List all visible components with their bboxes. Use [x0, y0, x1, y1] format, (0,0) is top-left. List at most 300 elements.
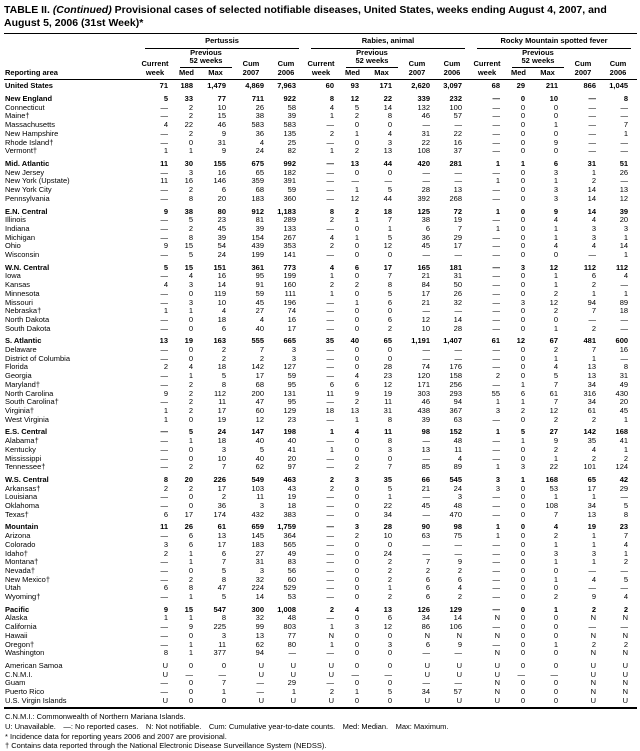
- value-cell: 0: [520, 531, 525, 541]
- value-cell: 2: [591, 414, 596, 424]
- value-cell: —: [160, 288, 168, 298]
- value-cell: 8: [188, 232, 193, 242]
- value-cell: 2: [329, 483, 334, 493]
- value-cell: 2: [553, 306, 558, 316]
- value-cell: —: [326, 397, 334, 407]
- value-cell: 922: [283, 94, 296, 104]
- table-row: [4, 446, 637, 455]
- value-cell: U: [424, 660, 430, 670]
- value-cell: 22: [453, 128, 462, 138]
- value-cell: 42: [619, 474, 629, 484]
- value-cell: —: [454, 176, 462, 186]
- value-cell: —: [588, 314, 596, 324]
- value-cell: 2: [457, 592, 462, 602]
- table-row: [4, 139, 637, 148]
- value-cell: 1: [553, 232, 558, 242]
- table-title-text: Provisional cases of selected notifiable diseases, United States, weeks ending August 4, 2007, and August 5, 2006 (31st Week)*: [4, 4, 607, 29]
- footnotes: [4, 709, 636, 750]
- max-header: Max: [208, 67, 223, 77]
- value-cell: —: [160, 137, 168, 147]
- value-cell: 1: [591, 353, 596, 363]
- value-cell: —: [422, 120, 430, 130]
- value-cell: 1: [329, 427, 334, 437]
- value-cell: 28: [383, 362, 392, 372]
- value-cell: 0: [520, 548, 525, 558]
- value-cell: 3: [163, 539, 168, 549]
- value-cell: 1,183: [277, 206, 296, 216]
- value-cell: 4: [163, 280, 168, 290]
- value-cell: 1: [591, 557, 596, 567]
- value-cell: —: [326, 492, 334, 502]
- value-cell: 420: [417, 159, 430, 168]
- value-cell: 2: [591, 453, 596, 463]
- value-cell: 0: [520, 353, 525, 363]
- value-cell: U: [401, 697, 439, 709]
- value-cell: —: [588, 250, 596, 260]
- value-cell: 0: [188, 492, 193, 502]
- value-cell: N: [590, 678, 596, 688]
- value-cell: 4: [163, 120, 168, 130]
- table-row: [4, 649, 637, 658]
- value-cell: —: [422, 345, 430, 355]
- value-cell: 0: [520, 128, 525, 138]
- value-cell: —: [492, 120, 500, 130]
- value-cell: —: [492, 353, 500, 363]
- value-cell: 0: [520, 111, 525, 121]
- value-cell: 15: [184, 262, 193, 272]
- value-cell: —: [326, 592, 334, 602]
- reporting-area-cell: Arizona: [5, 531, 31, 541]
- value-cell: 129: [449, 604, 462, 614]
- value-cell: 2: [329, 280, 334, 290]
- value-cell: —: [492, 345, 500, 355]
- value-cell: N: [622, 678, 629, 688]
- value-cell: 293: [449, 388, 462, 398]
- value-cell: 0: [387, 678, 392, 688]
- value-cell: —: [588, 583, 596, 593]
- value-cell: —: [620, 176, 629, 186]
- value-cell: 17: [217, 483, 226, 493]
- footnote-legend: U: Unavailable. —: No reported cases. N: Not notifiable. Cum: Cumulative year-to-date counts. Med: Median. Max: Maximum.: [5, 722, 449, 732]
- value-cell: 3: [495, 483, 500, 493]
- value-cell: 529: [283, 583, 296, 593]
- value-cell: —: [326, 453, 334, 463]
- value-cell: 1: [163, 414, 168, 424]
- value-cell: U: [235, 697, 273, 709]
- value-cell: 53: [287, 592, 296, 602]
- value-cell: 0: [354, 565, 359, 575]
- value-cell: 20: [287, 453, 296, 463]
- reporting-area-cell: North Carolina: [5, 388, 54, 398]
- value-cell: 0: [387, 539, 392, 549]
- value-cell: 58: [287, 102, 296, 112]
- value-cell: —: [326, 539, 334, 549]
- value-cell: 1: [495, 176, 500, 186]
- value-cell: 3: [354, 622, 359, 632]
- table-header: [4, 34, 637, 80]
- value-cell: 711: [251, 94, 264, 104]
- value-cell: 59: [287, 371, 296, 381]
- value-cell: —: [326, 167, 334, 177]
- value-cell: 155: [213, 159, 226, 168]
- value-cell: 0: [520, 483, 525, 493]
- table-row: [4, 558, 637, 567]
- value-cell: —: [492, 565, 500, 575]
- value-cell: 1: [329, 622, 334, 632]
- value-cell: 0: [520, 509, 525, 519]
- value-cell: U: [456, 669, 462, 679]
- value-cell: 0: [354, 613, 359, 623]
- value-cell: 0: [387, 120, 392, 130]
- value-cell: 0: [553, 565, 558, 575]
- value-cell: 0: [354, 137, 359, 147]
- value-cell: 14: [587, 185, 596, 195]
- value-cell: 432: [251, 509, 264, 519]
- value-cell: 163: [213, 336, 226, 346]
- value-cell: 5: [553, 371, 558, 381]
- value-cell: 2: [387, 574, 392, 584]
- value-cell: —: [160, 462, 168, 472]
- value-cell: 19: [217, 414, 226, 424]
- value-cell: 555: [251, 336, 264, 346]
- value-cell: 0: [354, 453, 359, 463]
- reporting-area-cell: Kansas: [5, 280, 31, 290]
- value-cell: 1: [354, 232, 359, 242]
- value-cell: 24: [217, 250, 226, 260]
- table-row: [4, 493, 637, 502]
- value-cell: 124: [615, 462, 629, 472]
- value-cell: 15: [217, 111, 226, 121]
- value-cell: 0: [188, 353, 193, 363]
- value-cell: 9: [553, 206, 558, 216]
- value-cell: 44: [383, 193, 392, 203]
- value-cell: 21: [421, 483, 430, 493]
- value-cell: 30: [184, 159, 193, 168]
- value-cell: 1: [354, 687, 359, 697]
- value-cell: 31: [383, 405, 392, 415]
- value-cell: —: [588, 622, 596, 632]
- value-cell: 36: [421, 232, 430, 242]
- value-cell: —: [160, 193, 168, 203]
- value-cell: —: [422, 436, 430, 446]
- reporting-area-cell: Pennsylvania: [5, 193, 50, 203]
- value-cell: 3: [553, 193, 558, 203]
- value-cell: 183: [251, 539, 264, 549]
- value-cell: 1: [553, 604, 558, 614]
- value-cell: 0: [354, 120, 359, 130]
- value-cell: 0: [354, 483, 359, 493]
- value-cell: 14: [619, 241, 629, 251]
- value-cell: 13: [587, 371, 596, 381]
- value-cell: 131: [283, 388, 296, 398]
- reporting-area-cell: Iowa: [5, 271, 21, 281]
- value-cell: 6: [425, 574, 430, 584]
- value-cell: 2: [591, 639, 596, 649]
- value-cell: 11: [384, 397, 392, 407]
- value-cell: —: [492, 592, 500, 602]
- value-cell: 11: [256, 492, 264, 502]
- value-cell: 20: [184, 474, 193, 484]
- value-cell: 268: [449, 193, 462, 203]
- value-cell: 9: [553, 436, 558, 446]
- value-cell: 0: [354, 678, 359, 688]
- value-cell: 66: [421, 474, 430, 484]
- reporting-area-cell: Virginia†: [5, 405, 35, 415]
- value-cell: 17: [421, 288, 430, 298]
- value-cell: 29: [287, 678, 296, 688]
- value-cell: —: [160, 444, 168, 454]
- group-header-label: Rabies, animal: [311, 34, 465, 49]
- value-cell: —: [160, 102, 168, 112]
- value-cell: 5: [188, 427, 193, 437]
- value-cell: 0: [520, 241, 525, 251]
- group-header-pertussis: [139, 34, 305, 49]
- value-cell: 28: [383, 522, 392, 532]
- value-cell: —: [492, 306, 500, 316]
- value-cell: —: [160, 323, 168, 333]
- value-cell: 84: [421, 280, 430, 290]
- value-cell: 3: [188, 167, 193, 177]
- value-cell: 12: [383, 622, 392, 632]
- value-cell: —: [326, 531, 334, 541]
- value-cell: 142: [251, 362, 264, 372]
- value-cell: 1: [354, 215, 359, 225]
- value-cell: 0: [354, 509, 359, 519]
- value-cell: 1,008: [277, 604, 296, 614]
- value-cell: —: [160, 250, 168, 260]
- value-cell: 0: [520, 557, 525, 567]
- value-cell: 34: [587, 501, 596, 511]
- value-cell: 60: [325, 81, 334, 91]
- value-cell: 4: [623, 539, 629, 549]
- value-cell: 7: [387, 215, 392, 225]
- value-cell: 11: [326, 388, 334, 398]
- value-cell: —: [160, 687, 168, 697]
- value-cell: 1: [387, 492, 392, 502]
- value-cell: 4: [553, 241, 558, 251]
- value-cell: 2: [188, 405, 193, 415]
- value-cell: 1: [188, 557, 193, 567]
- reporting-area-cell: New England: [5, 94, 53, 104]
- value-cell: 0: [520, 146, 525, 156]
- value-cell: 7: [553, 379, 558, 389]
- value-cell: 99: [255, 622, 264, 632]
- value-cell: 377: [213, 648, 226, 658]
- value-cell: 8: [163, 474, 168, 484]
- value-cell: 38: [421, 215, 430, 225]
- value-cell: 24: [255, 146, 264, 156]
- value-cell: —: [492, 583, 500, 593]
- value-cell: 2: [354, 111, 359, 121]
- value-cell: 2: [188, 574, 193, 584]
- value-cell: 83: [287, 557, 296, 567]
- reporting-area-cell: Delaware: [5, 345, 37, 355]
- value-cell: 2: [188, 462, 193, 472]
- value-cell: 353: [283, 241, 296, 251]
- value-cell: —: [422, 539, 430, 549]
- table-row: [4, 234, 637, 243]
- value-cell: 23: [383, 371, 392, 381]
- value-cell: 27: [549, 427, 558, 437]
- value-cell: 174: [213, 509, 226, 519]
- value-cell: —: [326, 557, 334, 567]
- value-cell: 106: [449, 622, 462, 632]
- value-cell: 34: [587, 379, 596, 389]
- value-cell: 68: [255, 379, 264, 389]
- value-cell: —: [326, 362, 334, 372]
- value-cell: N: [328, 630, 334, 640]
- value-cell: 10: [217, 102, 226, 112]
- value-cell: 430: [615, 388, 629, 398]
- value-cell: —: [160, 565, 168, 575]
- cum-2007-header: Cum 2007: [574, 59, 592, 77]
- value-cell: 3: [387, 137, 392, 147]
- reporting-area-cell: Minnesota: [5, 288, 40, 298]
- value-cell: 4: [591, 574, 596, 584]
- value-cell: —: [620, 492, 629, 502]
- value-cell: 224: [251, 583, 264, 593]
- value-cell: 51: [619, 159, 629, 168]
- value-cell: 1: [495, 206, 500, 216]
- value-cell: —: [160, 111, 168, 121]
- value-cell: —: [492, 501, 500, 511]
- value-cell: 65: [383, 336, 392, 346]
- value-cell: 8: [387, 436, 392, 446]
- value-cell: 0: [520, 185, 525, 195]
- value-cell: 1: [623, 250, 629, 260]
- table-row: [4, 316, 637, 325]
- value-cell: —: [422, 176, 430, 186]
- value-cell: —: [160, 271, 168, 281]
- value-cell: —: [492, 137, 500, 147]
- value-cell: N: [494, 630, 500, 640]
- value-cell: 8: [623, 362, 629, 372]
- value-cell: U: [567, 697, 605, 709]
- table-row: [4, 407, 637, 416]
- value-cell: U: [305, 697, 343, 709]
- value-cell: 9: [163, 241, 168, 251]
- value-cell: 1: [623, 414, 629, 424]
- cum-2006-header: Cum 2006: [277, 59, 295, 77]
- value-cell: —: [492, 379, 500, 389]
- value-cell: 2: [591, 280, 596, 290]
- value-cell: —: [588, 565, 596, 575]
- value-cell: 4: [553, 522, 558, 532]
- value-cell: —: [326, 509, 334, 519]
- value-cell: 12: [383, 379, 392, 389]
- value-cell: 1: [387, 223, 392, 233]
- value-cell: N: [424, 630, 430, 640]
- value-cell: —: [326, 323, 334, 333]
- value-cell: 4,869: [245, 81, 264, 91]
- value-cell: U: [424, 669, 430, 679]
- value-cell: —: [326, 522, 334, 532]
- value-cell: 25: [287, 137, 296, 147]
- value-cell: 0: [520, 630, 525, 640]
- value-cell: 2: [329, 215, 334, 225]
- value-cell: 41: [287, 444, 296, 454]
- value-cell: N: [590, 613, 596, 623]
- value-cell: 6: [457, 574, 462, 584]
- value-cell: 18: [287, 501, 296, 511]
- value-cell: —: [517, 669, 525, 679]
- value-cell: 0: [354, 241, 359, 251]
- value-cell: 2: [387, 592, 392, 602]
- value-cell: 127: [283, 362, 296, 372]
- value-cell: 40: [287, 436, 296, 446]
- value-cell: 4: [457, 583, 462, 593]
- value-cell: 17: [383, 262, 392, 272]
- table-row: [4, 541, 637, 550]
- reporting-area-cell: Kentucky: [5, 444, 36, 454]
- value-cell: 0: [520, 687, 525, 697]
- value-cell: 300: [251, 604, 264, 614]
- value-cell: 61: [491, 336, 500, 346]
- value-cell: 2: [623, 639, 629, 649]
- value-cell: 37: [453, 146, 462, 156]
- value-cell: 0: [553, 128, 558, 138]
- value-cell: 17: [217, 405, 226, 415]
- table-row: [4, 195, 637, 204]
- value-cell: 40: [255, 323, 264, 333]
- reporting-area-cell: Tennessee†: [5, 462, 46, 472]
- value-cell: 112: [615, 262, 629, 272]
- group-header-rabies-animal: [305, 34, 471, 49]
- value-cell: 12: [350, 193, 359, 203]
- table-body: [4, 80, 637, 709]
- value-cell: 48: [287, 613, 296, 623]
- value-cell: 38: [255, 111, 264, 121]
- value-cell: 94: [255, 648, 264, 658]
- current-week-header: Current week: [473, 59, 501, 77]
- value-cell: 0: [520, 522, 525, 532]
- value-cell: —: [492, 557, 500, 567]
- value-cell: 0: [520, 613, 525, 623]
- value-cell: 0: [520, 604, 525, 614]
- value-cell: 12: [516, 336, 525, 346]
- value-cell: 19: [453, 215, 462, 225]
- value-cell: —: [422, 548, 430, 558]
- value-cell: 0: [354, 639, 359, 649]
- value-cell: 0: [387, 353, 392, 363]
- value-cell: 32: [255, 613, 264, 623]
- value-cell: 62: [255, 639, 264, 649]
- value-cell: 5: [163, 262, 168, 272]
- value-cell: 61: [587, 405, 596, 415]
- value-cell: 9: [354, 388, 359, 398]
- value-cell: —: [588, 137, 596, 147]
- value-cell: 56: [287, 565, 296, 575]
- value-cell: —: [620, 137, 629, 147]
- value-cell: 0: [520, 314, 525, 324]
- value-cell: 0: [553, 678, 558, 688]
- value-cell: 367: [449, 405, 462, 415]
- reporting-area-cell: Oklahoma: [5, 501, 40, 511]
- value-cell: —: [620, 583, 629, 593]
- value-cell: 0: [177, 697, 202, 709]
- value-cell: 10: [217, 453, 226, 463]
- value-cell: 67: [549, 336, 558, 346]
- table-row: [4, 463, 637, 472]
- value-cell: —: [588, 120, 596, 130]
- value-cell: 145: [251, 531, 264, 541]
- value-cell: 1,759: [277, 522, 296, 532]
- value-cell: 773: [283, 262, 296, 272]
- value-cell: 5: [387, 687, 392, 697]
- reporting-area-header: Reporting area: [5, 67, 58, 77]
- value-cell: —: [160, 379, 168, 389]
- value-cell: —: [492, 215, 500, 225]
